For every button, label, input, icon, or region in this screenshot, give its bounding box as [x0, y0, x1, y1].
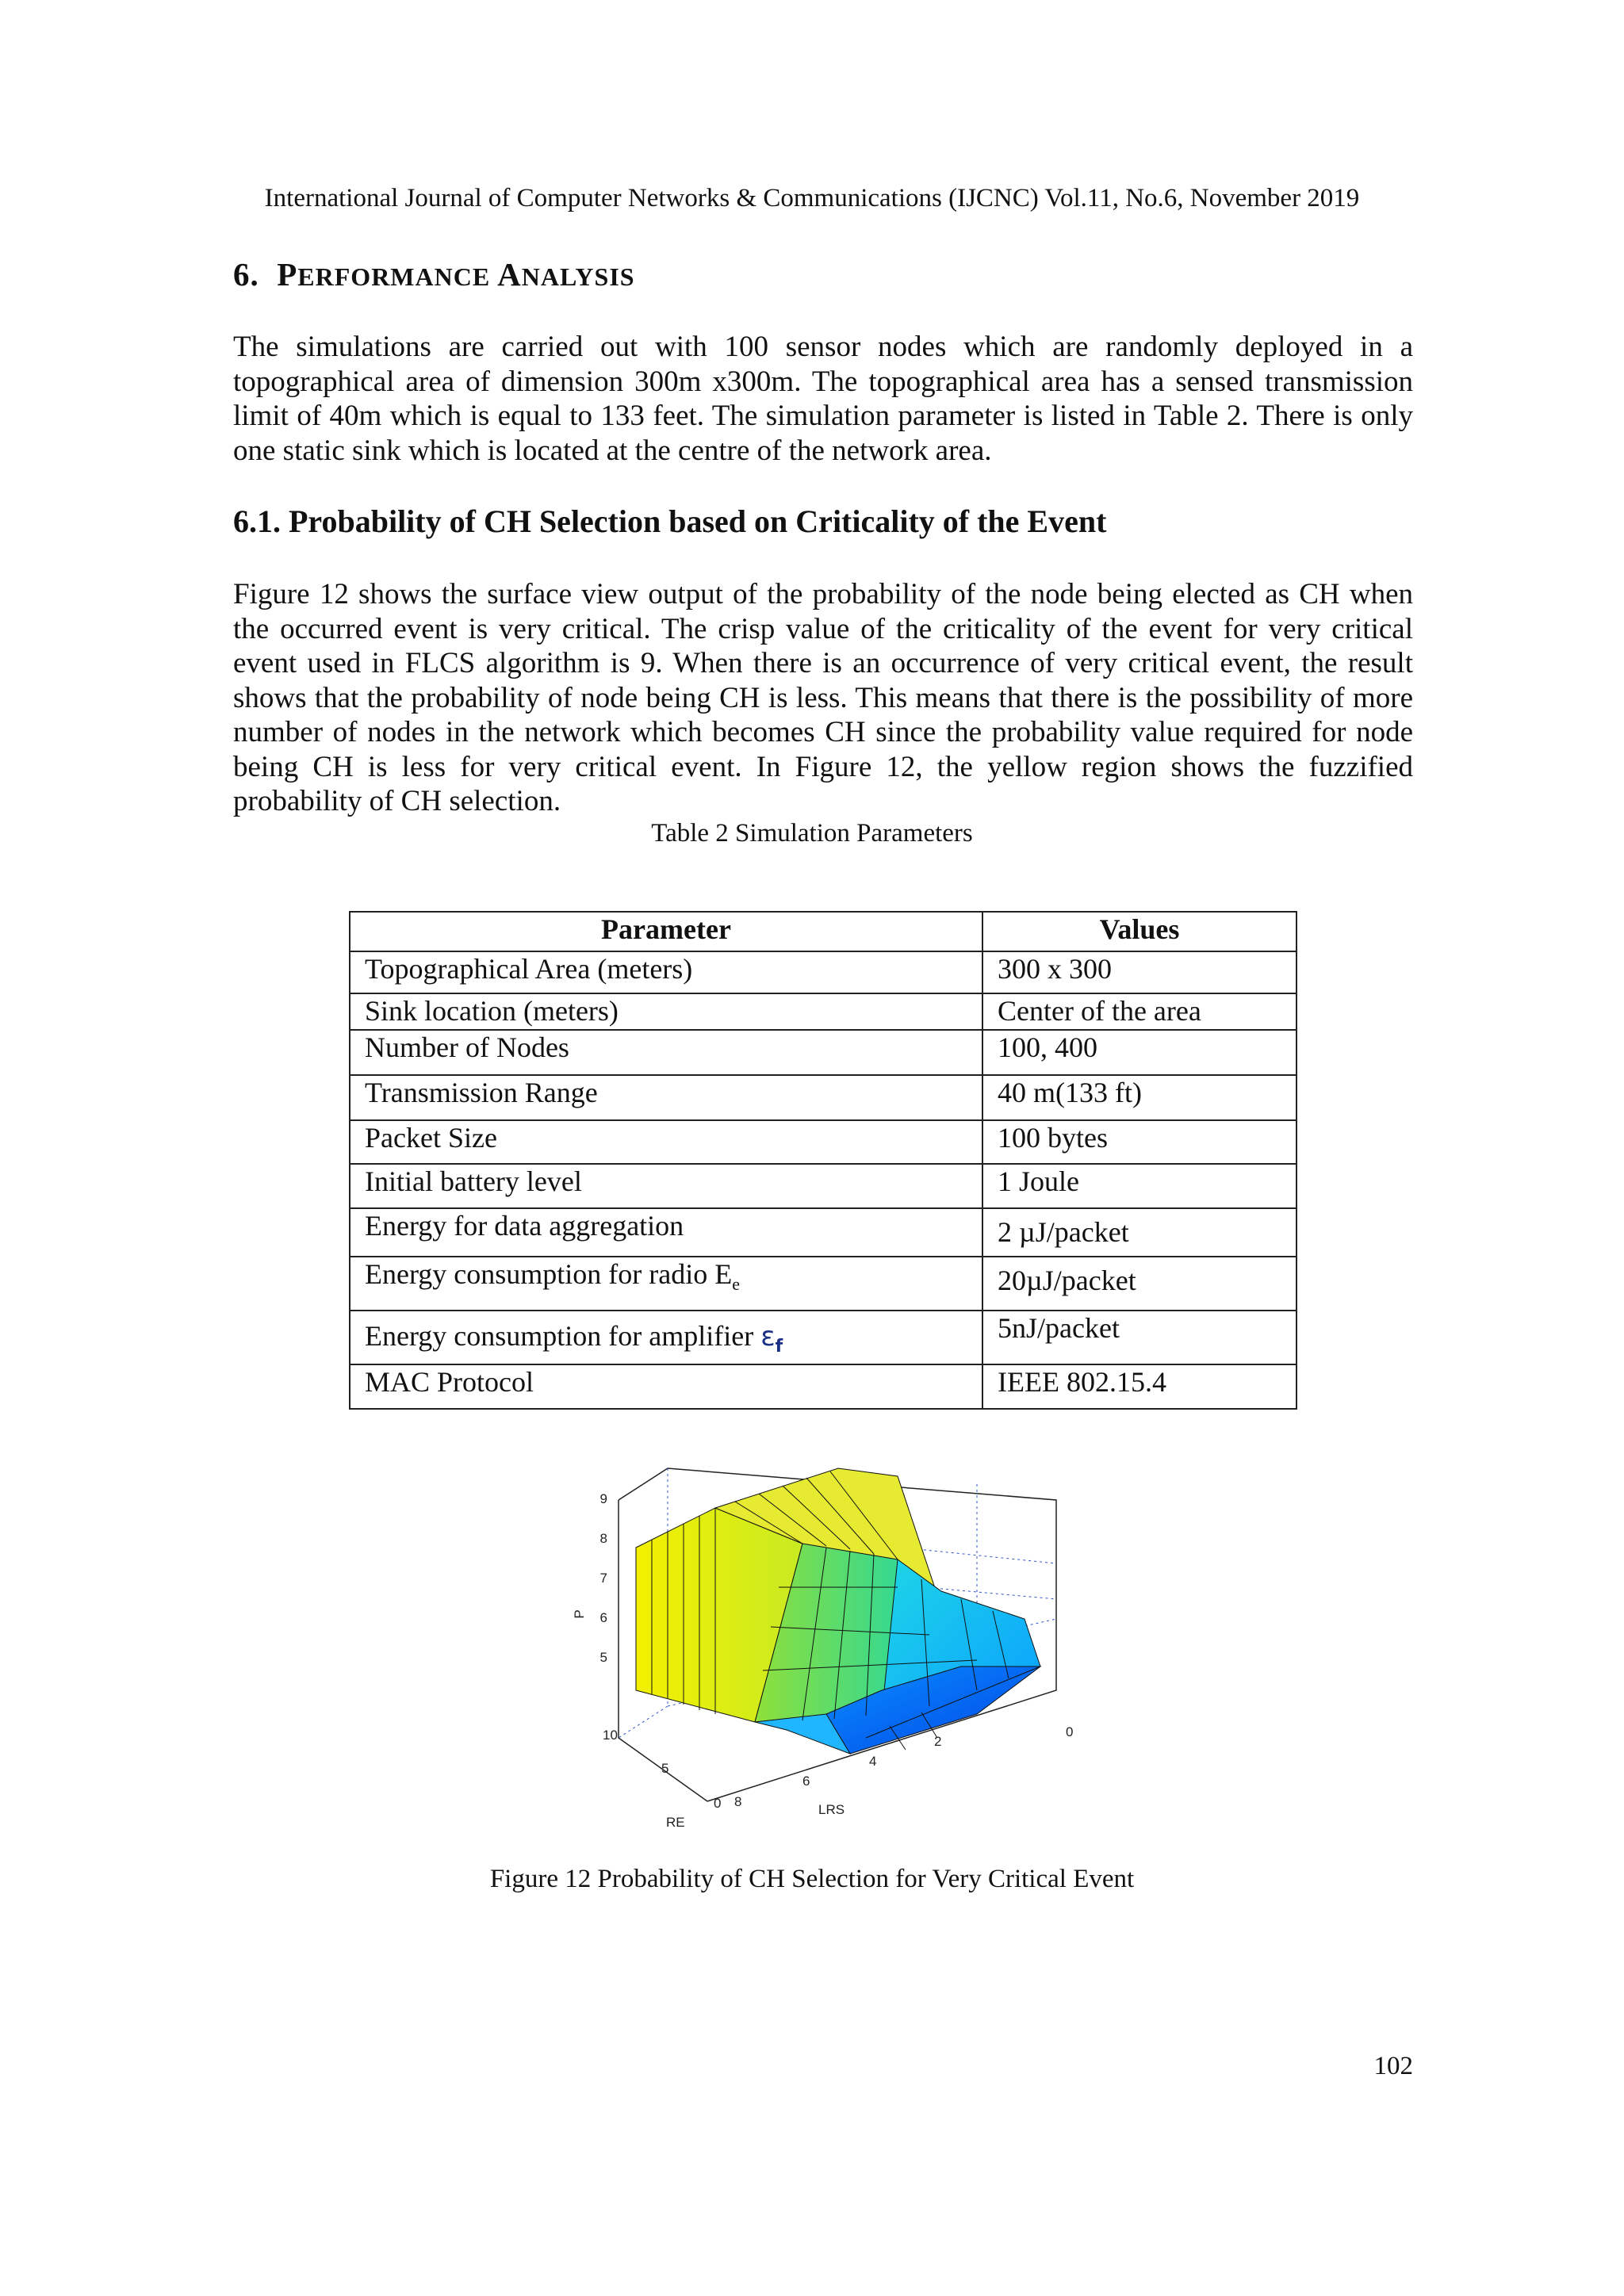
table-cell-parameter: Topographical Area (meters) [350, 951, 982, 993]
probability-surface [636, 1468, 1040, 1754]
journal-header: International Journal of Computer Networks & Communications (IJCNC) Vol.11, No.6, November 2019 [264, 184, 1360, 212]
z-tick-label: 7 [599, 1571, 607, 1586]
table-cell-parameter: Transmission Range [350, 1075, 982, 1120]
section-heading [233, 255, 635, 293]
z-axis-label: P [572, 1609, 587, 1619]
lrs-axis-label: LRS [818, 1802, 845, 1817]
table-cell-parameter: Energy for data aggregation [350, 1208, 982, 1257]
table-header-parameter: Parameter [350, 912, 982, 951]
epsilon-symbol: ε [760, 1321, 776, 1353]
figure-caption: Figure 12 Probability of CH Selection for Very Critical Event [489, 1865, 1135, 1893]
table-row [350, 1030, 1297, 1075]
lrs-tick-label: 0 [1066, 1724, 1074, 1739]
table-cell-value: Center of the area [982, 993, 1297, 1030]
table-cell-parameter [350, 1257, 982, 1311]
paragraph-1: The simulations are carried out with 100 sensor nodes which are randomly deployed in a topographical area of dimension 300m x300m. The topographical area has a sensed transmission limit of 40m which is equal to 133 feet. The simulation parameter is listed in Table 2. There is only one static sink which is located at the centre of the network area. [233, 331, 1413, 467]
lrs-tick-label: 2 [934, 1734, 942, 1749]
subsection-heading: 6.1. Probability of CH Selection based on Criticality of the Event [233, 503, 1107, 539]
table-cell-parameter: Initial battery level [350, 1164, 982, 1208]
table-cell-value: 1 Joule [982, 1164, 1297, 1208]
table-cell-parameter: MAC Protocol [350, 1364, 982, 1409]
table-row [350, 1311, 1297, 1364]
table-cell-value: 5nJ/packet [982, 1311, 1297, 1364]
re-tick-label: 5 [661, 1761, 669, 1776]
re-tick-label: 0 [714, 1796, 722, 1811]
z-tick-label: 6 [599, 1610, 607, 1625]
table-header-row [350, 912, 1297, 951]
table-row [350, 1075, 1297, 1120]
table-row [350, 993, 1297, 1030]
re-tick-label: 10 [603, 1728, 618, 1743]
radio-energy-label: Energy consumption for radio E [365, 1258, 733, 1290]
epsilon-f-symbol [760, 1321, 783, 1357]
re-axis-label: RE [666, 1815, 685, 1830]
table-cell-value: 2 µJ/packet [982, 1208, 1297, 1257]
table-row [350, 1208, 1297, 1257]
table-header-values: Values [982, 912, 1297, 951]
table-cell-parameter: Sink location (meters) [350, 993, 982, 1030]
section-title-word2-initial: A [497, 256, 522, 293]
table-cell-value: 100 bytes [982, 1120, 1297, 1164]
table-cell-value: 40 m(133 ft) [982, 1075, 1297, 1120]
epsilon-subscript: f [775, 1336, 783, 1357]
table-cell-value: 20µJ/packet [982, 1257, 1297, 1311]
section-title-word1-initial: P [277, 256, 298, 293]
z-tick-label: 5 [599, 1650, 607, 1665]
lrs-tick-label: 6 [802, 1774, 810, 1789]
table-cell-value: IEEE 802.15.4 [982, 1364, 1297, 1409]
table-row [350, 1257, 1297, 1311]
table-cell-parameter [350, 1311, 982, 1364]
section-title-word1-rest: ERFORMANCE [297, 262, 491, 291]
page-number: 102 [1373, 2052, 1413, 2080]
table-row [350, 951, 1297, 993]
lrs-tick-label: 4 [869, 1754, 877, 1769]
table-row [350, 1164, 1297, 1208]
section-title-word2-rest: NALYSIS [521, 262, 635, 291]
table-caption: Table 2 Simulation Parameters [651, 819, 973, 848]
z-axis [572, 1491, 607, 1665]
simulation-parameters-table [349, 911, 1297, 1410]
z-tick-label: 8 [599, 1531, 607, 1546]
re-axis [603, 1728, 721, 1830]
table-row [350, 1364, 1297, 1409]
radio-energy-subscript: e [732, 1274, 741, 1295]
lrs-tick-label: 8 [734, 1794, 742, 1809]
section-number: 6. [233, 256, 259, 293]
table-cell-parameter: Packet Size [350, 1120, 982, 1164]
table-cell-value: 100, 400 [982, 1030, 1297, 1075]
table-cell-parameter: Number of Nodes [350, 1030, 982, 1075]
table-cell-value: 300 x 300 [982, 951, 1297, 993]
table-row [350, 1120, 1297, 1164]
surface-plot-figure [565, 1452, 1072, 1841]
paragraph-2: Figure 12 shows the surface view output of the probability of the node being elected as CH when the occurred event is very critical. The crisp value of the criticality of the event for very critical event used in FLCS algorithm is 9. When there is an occurrence of very critical event, the result shows that the probability of node being CH is less. This means that there is the possibility of more number of nodes in the network which becomes CH since the probability value required for node being CH is less for very critical event. In Figure 12, the yellow region shows the fuzzified probability of CH selection. [233, 578, 1413, 817]
amplifier-energy-label: Energy consumption for amplifier [365, 1320, 754, 1352]
z-tick-label: 9 [599, 1491, 607, 1506]
